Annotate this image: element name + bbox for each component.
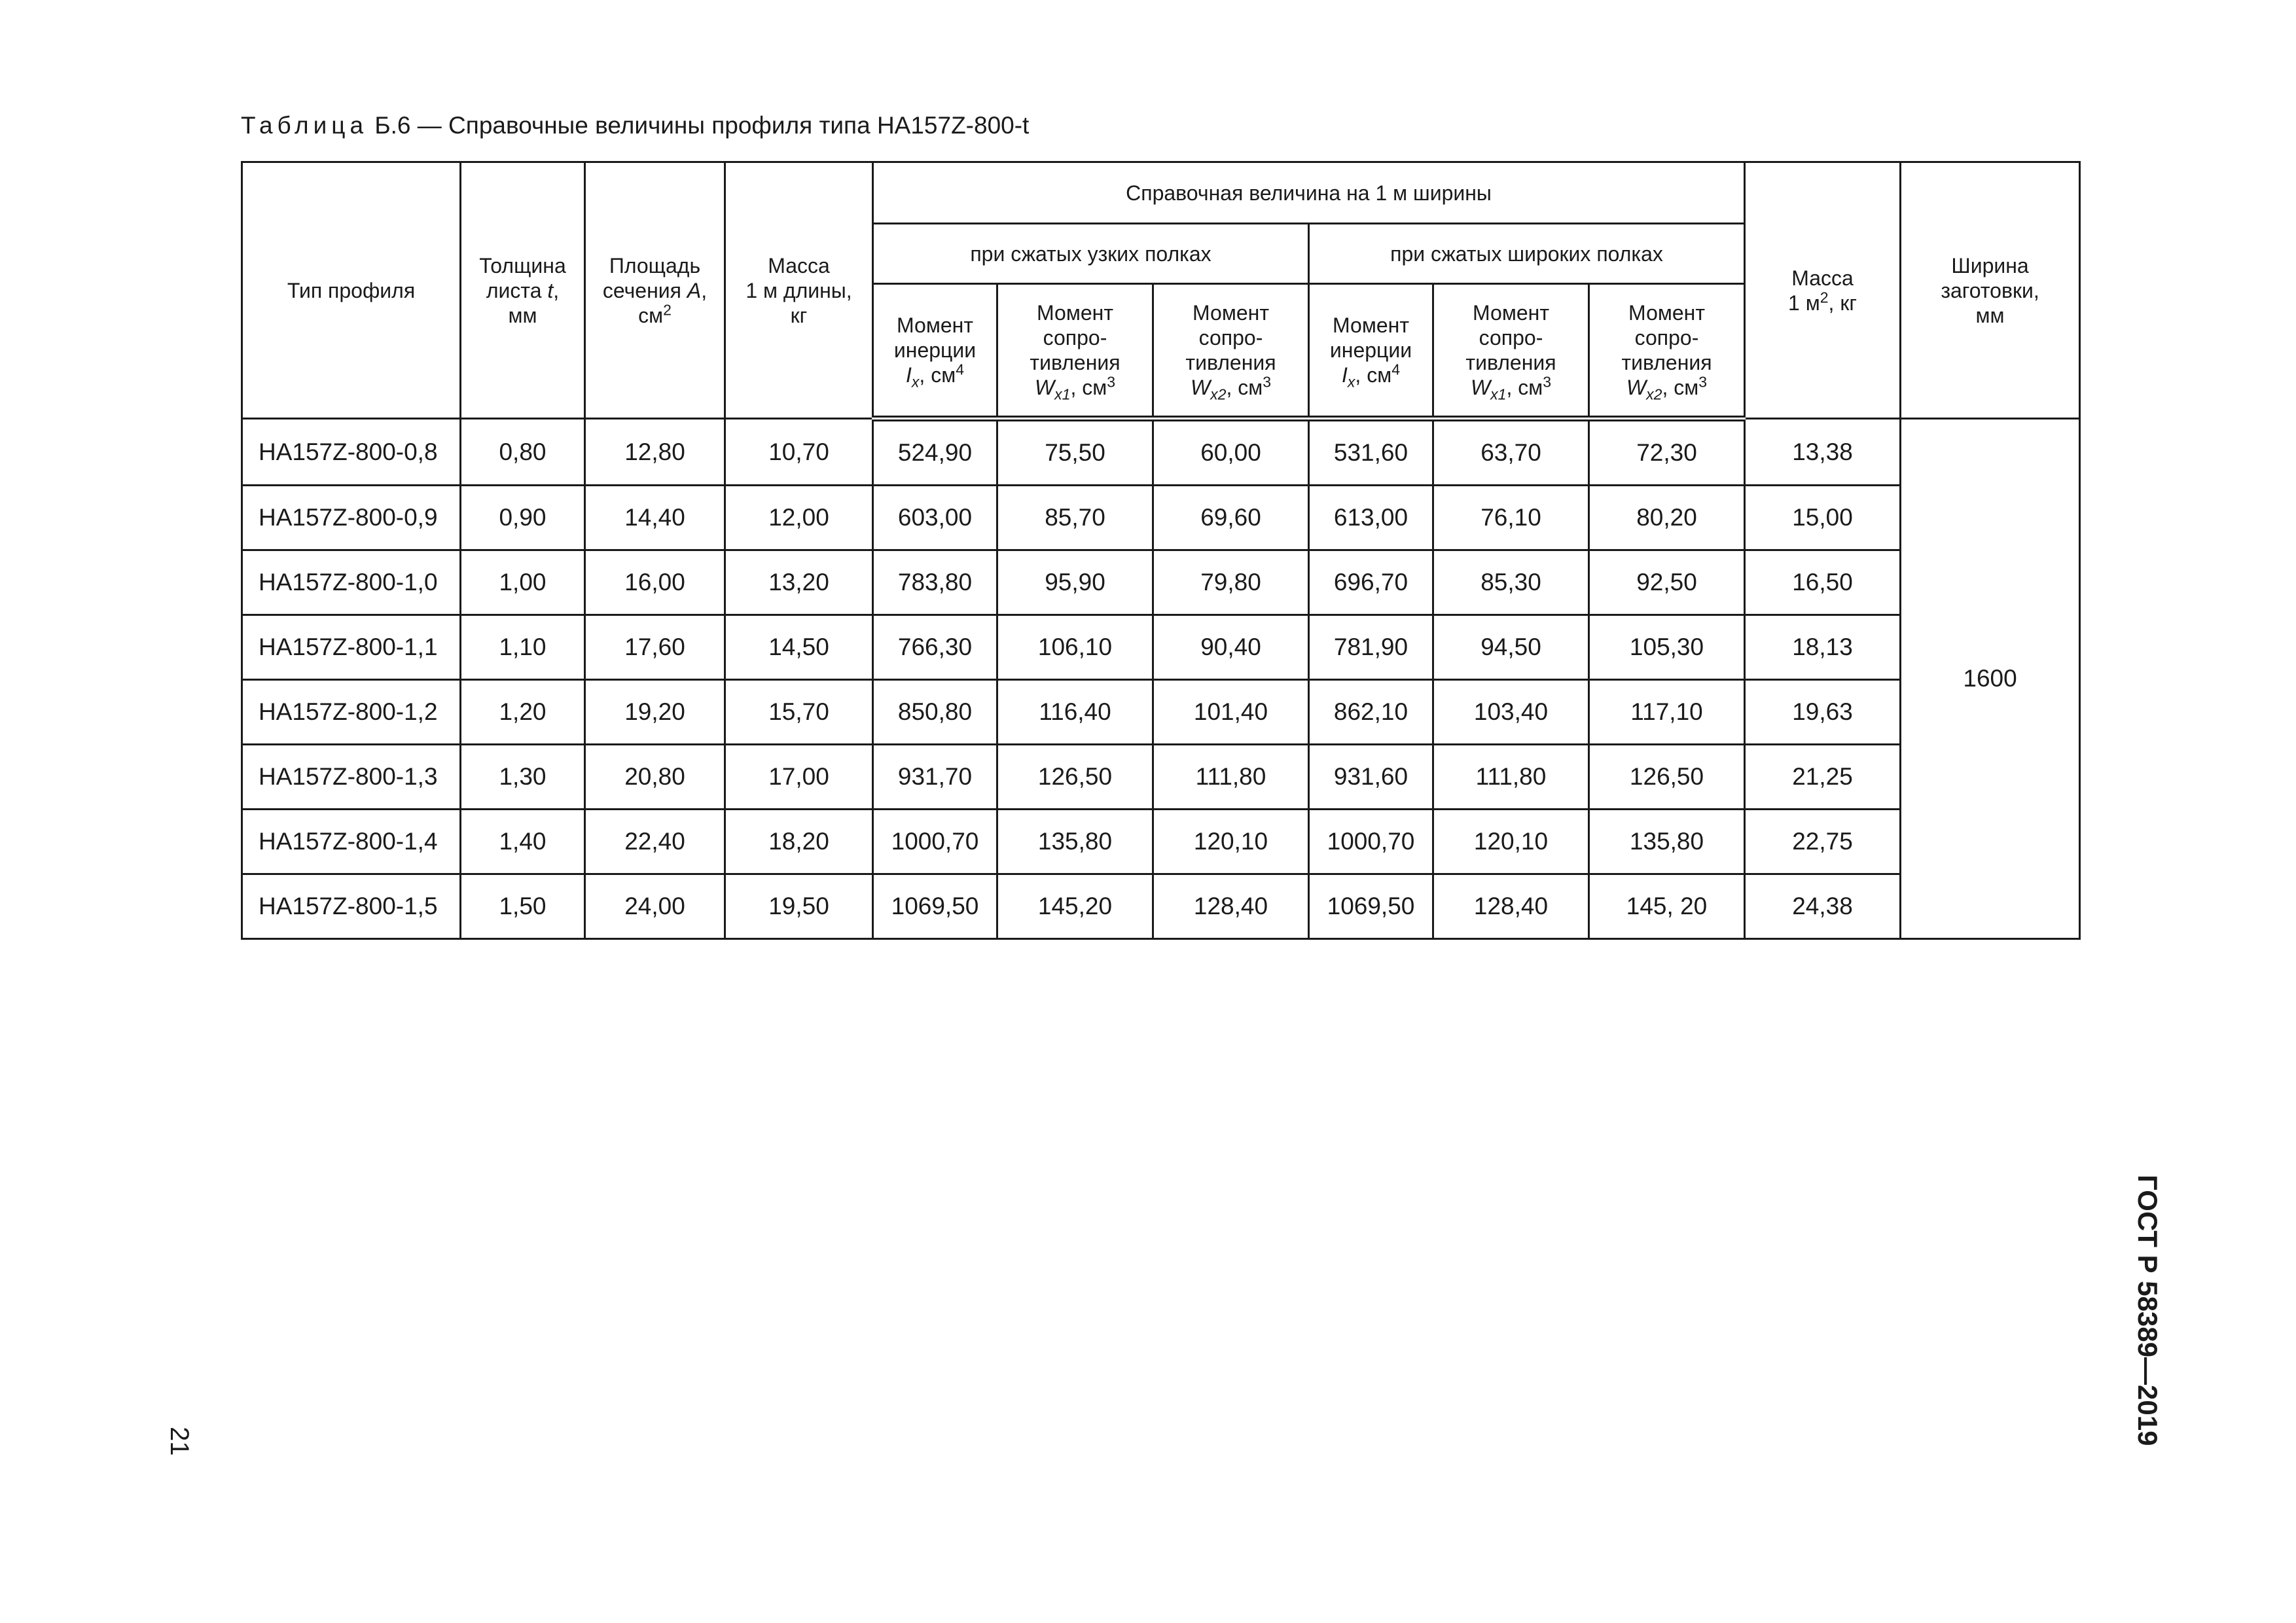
header-narrow-wx2-sub: x2 xyxy=(1210,385,1227,403)
cell-m2: 16,50 xyxy=(1745,550,1901,615)
cell-m2: 24,38 xyxy=(1745,874,1901,939)
cell-n-wx2: 101,40 xyxy=(1153,680,1309,745)
header-narrow-ix-sup: 4 xyxy=(956,361,964,378)
cell-w-wx1: 120,10 xyxy=(1433,810,1589,874)
header-mass-area-l1: Масса xyxy=(1791,266,1854,290)
cell-w-wx1: 103,40 xyxy=(1433,680,1589,745)
cell-n-ix: 603,00 xyxy=(873,486,997,550)
header-thickness-l3: мм xyxy=(508,303,537,327)
cell-type: НА157Z-800-0,8 xyxy=(242,419,461,486)
cell-w-wx2: 80,20 xyxy=(1589,486,1745,550)
header-wide-ix-post: , см xyxy=(1355,363,1392,387)
header-mass-area-sup: 2 xyxy=(1820,288,1829,306)
cell-m: 17,00 xyxy=(725,745,873,810)
cell-n-wx1: 126,50 xyxy=(997,745,1153,810)
header-mass-area-l2: 1 м xyxy=(1788,291,1820,315)
table-row xyxy=(242,745,2080,810)
cell-t: 1,20 xyxy=(461,680,585,745)
header-thickness-var: t xyxy=(547,278,554,302)
cell-m2: 13,38 xyxy=(1745,419,1901,486)
header-blank-width-l1: Ширина xyxy=(1951,253,2029,277)
cell-w-wx1: 111,80 xyxy=(1433,745,1589,810)
cell-n-ix: 1000,70 xyxy=(873,810,997,874)
cell-m2: 19,63 xyxy=(1745,680,1901,745)
header-wide: при сжатых широких полках xyxy=(1309,224,1745,284)
header-area-unit: см xyxy=(638,303,664,327)
header-reference: Справочная величина на 1 м ширины xyxy=(873,162,1745,224)
cell-blank-width: 1600 xyxy=(1901,419,2080,939)
header-mass-area xyxy=(1745,162,1901,419)
header-area-var: A xyxy=(687,278,702,302)
cell-type: НА157Z-800-1,3 xyxy=(242,745,461,810)
table-header xyxy=(242,162,2080,419)
header-wide-wx2 xyxy=(1589,284,1745,419)
cell-a: 12,80 xyxy=(585,419,725,486)
header-narrow-ix-post: , см xyxy=(919,363,956,387)
document-code: ГОСТ Р 58389—2019 xyxy=(2132,1175,2163,1446)
cell-w-ix: 696,70 xyxy=(1309,550,1433,615)
cell-w-wx1: 94,50 xyxy=(1433,615,1589,680)
table-row xyxy=(242,810,2080,874)
cell-t: 1,00 xyxy=(461,550,585,615)
table-caption xyxy=(241,111,1029,140)
cell-a: 24,00 xyxy=(585,874,725,939)
header-narrow-wx2-l1: Момент xyxy=(1193,301,1269,325)
header-narrow-wx1-sub: x1 xyxy=(1054,385,1071,403)
header-narrow-wx2-sup: 3 xyxy=(1263,373,1272,391)
header-narrow-ix-l2: инерции xyxy=(893,338,977,362)
header-wide-wx2-l3: тивления xyxy=(1621,351,1712,374)
cell-n-ix: 1069,50 xyxy=(873,874,997,939)
header-wide-ix-sup: 4 xyxy=(1391,361,1400,378)
cell-n-wx2: 60,00 xyxy=(1153,419,1309,486)
table-row xyxy=(242,419,2080,486)
cell-w-wx2: 145, 20 xyxy=(1589,874,1745,939)
header-area-l2: сечения xyxy=(602,278,687,302)
cell-m2: 21,25 xyxy=(1745,745,1901,810)
cell-w-wx2: 126,50 xyxy=(1589,745,1745,810)
cell-type: НА157Z-800-1,4 xyxy=(242,810,461,874)
header-mass-length-l2: 1 м длины, xyxy=(745,278,852,302)
cell-n-wx2: 128,40 xyxy=(1153,874,1309,939)
cell-a: 22,40 xyxy=(585,810,725,874)
header-wide-wx1 xyxy=(1433,284,1589,419)
header-narrow-ix xyxy=(873,284,997,419)
cell-w-wx2: 92,50 xyxy=(1589,550,1745,615)
header-narrow-wx1 xyxy=(997,284,1153,419)
header-blank-width-l2: заготовки, xyxy=(1941,278,2039,302)
header-mass-length-l1: Масса xyxy=(768,253,830,277)
cell-n-wx1: 85,70 xyxy=(997,486,1153,550)
header-narrow-wx2-l2: сопро- xyxy=(1198,326,1263,349)
cell-w-ix: 931,60 xyxy=(1309,745,1433,810)
cell-w-wx2: 72,30 xyxy=(1589,419,1745,486)
cell-n-wx1: 135,80 xyxy=(997,810,1153,874)
header-narrow-wx1-sup: 3 xyxy=(1107,373,1116,391)
cell-w-wx1: 76,10 xyxy=(1433,486,1589,550)
header-type: Тип профиля xyxy=(242,162,461,419)
cell-t: 1,40 xyxy=(461,810,585,874)
header-area-sup: 2 xyxy=(663,300,672,318)
header-narrow: при сжатых узких полках xyxy=(873,224,1309,284)
cell-t: 0,90 xyxy=(461,486,585,550)
cell-w-ix: 1000,70 xyxy=(1309,810,1433,874)
cell-n-wx1: 106,10 xyxy=(997,615,1153,680)
header-narrow-wx2-l3: тивления xyxy=(1185,351,1276,374)
cell-w-wx1: 128,40 xyxy=(1433,874,1589,939)
header-narrow-wx1-l2: сопро- xyxy=(1043,326,1107,349)
header-narrow-wx2-var: W xyxy=(1190,376,1211,399)
header-wide-wx2-l1: Момент xyxy=(1628,301,1705,325)
cell-n-wx2: 120,10 xyxy=(1153,810,1309,874)
table-caption-text: Б.6 — Справочные величины профиля типа НА157Z-800-t xyxy=(374,112,1030,139)
cell-n-wx1: 116,40 xyxy=(997,680,1153,745)
header-mass-area-l2-post: , кг xyxy=(1828,291,1857,315)
header-wide-wx2-sup: 3 xyxy=(1698,373,1708,391)
cell-w-ix: 862,10 xyxy=(1309,680,1433,745)
header-area xyxy=(585,162,725,419)
cell-type: НА157Z-800-1,2 xyxy=(242,680,461,745)
header-blank-width-l3: мм xyxy=(1975,303,2005,327)
cell-a: 16,00 xyxy=(585,550,725,615)
header-wide-wx2-sub: x2 xyxy=(1646,385,1662,403)
cell-w-wx2: 135,80 xyxy=(1589,810,1745,874)
table-row xyxy=(242,550,2080,615)
cell-n-wx1: 145,20 xyxy=(997,874,1153,939)
cell-n-ix: 766,30 xyxy=(873,615,997,680)
cell-type: НА157Z-800-1,1 xyxy=(242,615,461,680)
cell-a: 17,60 xyxy=(585,615,725,680)
cell-n-wx1: 75,50 xyxy=(997,419,1153,486)
reference-table xyxy=(241,161,2081,940)
cell-t: 0,80 xyxy=(461,419,585,486)
header-wide-ix-var: I xyxy=(1342,363,1348,387)
cell-n-wx1: 95,90 xyxy=(997,550,1153,615)
cell-n-wx2: 79,80 xyxy=(1153,550,1309,615)
table-row xyxy=(242,874,2080,939)
cell-t: 1,30 xyxy=(461,745,585,810)
header-wide-wx2-l2: сопро- xyxy=(1634,326,1699,349)
header-wide-ix-l2: инерции xyxy=(1329,338,1412,362)
header-narrow-ix-var: I xyxy=(906,363,912,387)
cell-m: 13,20 xyxy=(725,550,873,615)
cell-m2: 15,00 xyxy=(1745,486,1901,550)
header-narrow-wx1-l1: Момент xyxy=(1037,301,1113,325)
header-thickness-l1: Толщина xyxy=(479,253,566,277)
cell-m: 10,70 xyxy=(725,419,873,486)
cell-n-wx2: 90,40 xyxy=(1153,615,1309,680)
header-wide-wx1-l3: тивления xyxy=(1465,351,1556,374)
cell-m2: 18,13 xyxy=(1745,615,1901,680)
cell-n-ix: 931,70 xyxy=(873,745,997,810)
header-thickness-l2: листа xyxy=(486,278,548,302)
header-wide-wx1-post: , см xyxy=(1506,376,1543,399)
cell-w-wx2: 117,10 xyxy=(1589,680,1745,745)
cell-type: НА157Z-800-0,9 xyxy=(242,486,461,550)
header-narrow-wx1-l3: тивления xyxy=(1030,351,1121,374)
cell-m: 12,00 xyxy=(725,486,873,550)
cell-n-ix: 850,80 xyxy=(873,680,997,745)
cell-m: 18,20 xyxy=(725,810,873,874)
cell-a: 20,80 xyxy=(585,745,725,810)
table-body xyxy=(242,419,2080,939)
table-row xyxy=(242,680,2080,745)
header-thickness xyxy=(461,162,585,419)
cell-t: 1,10 xyxy=(461,615,585,680)
header-narrow-ix-l1: Момент xyxy=(897,313,973,337)
cell-m: 19,50 xyxy=(725,874,873,939)
header-area-l1: Площадь xyxy=(609,253,701,277)
header-mass-length xyxy=(725,162,873,419)
header-wide-wx2-post: , см xyxy=(1662,376,1699,399)
table-row xyxy=(242,486,2080,550)
cell-a: 19,20 xyxy=(585,680,725,745)
cell-w-wx1: 85,30 xyxy=(1433,550,1589,615)
header-wide-wx1-sub: x1 xyxy=(1490,385,1507,403)
header-narrow-wx2 xyxy=(1153,284,1309,419)
cell-t: 1,50 xyxy=(461,874,585,939)
cell-m2: 22,75 xyxy=(1745,810,1901,874)
header-narrow-wx1-var: W xyxy=(1034,376,1055,399)
cell-type: НА157Z-800-1,0 xyxy=(242,550,461,615)
cell-n-wx2: 111,80 xyxy=(1153,745,1309,810)
header-wide-ix-sub: x xyxy=(1347,373,1355,391)
header-wide-wx1-var: W xyxy=(1470,376,1491,399)
header-narrow-ix-sub: x xyxy=(911,373,920,391)
header-narrow-wx1-post: , см xyxy=(1070,376,1107,399)
header-narrow-wx2-post: , см xyxy=(1226,376,1263,399)
cell-w-ix: 531,60 xyxy=(1309,419,1433,486)
cell-w-wx2: 105,30 xyxy=(1589,615,1745,680)
header-wide-wx2-var: W xyxy=(1626,376,1647,399)
cell-m: 15,70 xyxy=(725,680,873,745)
table-row xyxy=(242,615,2080,680)
cell-w-wx1: 63,70 xyxy=(1433,419,1589,486)
cell-m: 14,50 xyxy=(725,615,873,680)
table-caption-label: Таблица xyxy=(241,112,368,139)
cell-n-wx2: 69,60 xyxy=(1153,486,1309,550)
cell-w-ix: 1069,50 xyxy=(1309,874,1433,939)
header-wide-ix xyxy=(1309,284,1433,419)
header-wide-wx1-l2: сопро- xyxy=(1479,326,1543,349)
header-wide-ix-l1: Момент xyxy=(1333,313,1409,337)
page-number: 21 xyxy=(165,1427,194,1456)
header-blank-width xyxy=(1901,162,2080,419)
header-mass-length-l3: кг xyxy=(790,303,808,327)
cell-n-ix: 524,90 xyxy=(873,419,997,486)
cell-w-ix: 613,00 xyxy=(1309,486,1433,550)
cell-n-ix: 783,80 xyxy=(873,550,997,615)
header-wide-wx1-sup: 3 xyxy=(1543,373,1552,391)
cell-a: 14,40 xyxy=(585,486,725,550)
header-wide-wx1-l1: Момент xyxy=(1473,301,1549,325)
header-thickness-l2-post: , xyxy=(553,278,560,302)
cell-w-ix: 781,90 xyxy=(1309,615,1433,680)
cell-type: НА157Z-800-1,5 xyxy=(242,874,461,939)
header-area-l2-post: , xyxy=(701,278,708,302)
